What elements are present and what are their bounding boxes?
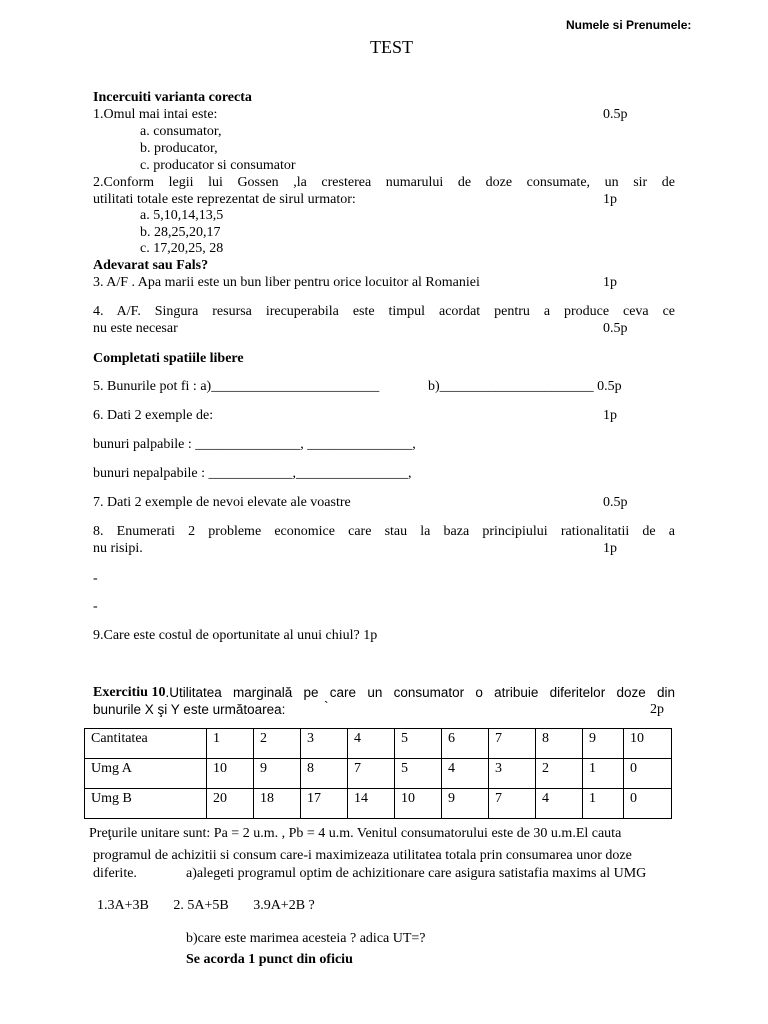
table-row bbox=[85, 759, 672, 789]
table-cell: 4 bbox=[348, 729, 395, 759]
exercise-choices: 1.3A+3B 2. 5A+5B 3.9A+2B ? bbox=[97, 898, 315, 913]
question-3: 3. A/F . Apa marii este un bun liber pentru orice locuitor al Romaniei bbox=[93, 275, 480, 290]
program-line: programul de achizitii si consum care-i maximizeaza utilitatea totala prin consumarea unor doze bbox=[93, 848, 632, 863]
table-cell: 1 bbox=[583, 789, 624, 819]
question-9: 9.Care este costul de oportunitate al unui chiul? 1p bbox=[93, 628, 378, 643]
question-6-points: 1p bbox=[603, 408, 617, 423]
table-cell: 20 bbox=[207, 789, 254, 819]
question-2-points: 1p bbox=[603, 192, 617, 207]
section-heading-true-false: Adevarat sau Fals? bbox=[93, 258, 209, 273]
question-1-points: 0.5p bbox=[603, 107, 628, 122]
q2-option-a: a. 5,10,14,13,5 bbox=[140, 208, 224, 223]
question-2-line2: utilitati totale este reprezentat de sirul urmator: bbox=[93, 192, 356, 207]
section-heading-circle: Incercuiti varianta corecta bbox=[93, 90, 252, 105]
question-7: 7. Dati 2 exemple de nevoi elevate ale voastre bbox=[93, 495, 351, 510]
table-cell: 5 bbox=[395, 759, 442, 789]
table-cell: 7 bbox=[489, 789, 536, 819]
question-2-line1: 2.Conform legii lui Gossen ,la cresterea numarului de doze consumate, un sir de bbox=[93, 175, 675, 190]
q1-option-a: a. consumator, bbox=[140, 124, 222, 139]
question-8-points: 1p bbox=[603, 541, 617, 556]
table-cell: 0 bbox=[624, 789, 672, 819]
exercise-points: 2p bbox=[650, 702, 664, 717]
table-cell: 1 bbox=[583, 759, 624, 789]
prices-line: Preţurile unitare sunt: Pa = 2 u.m. , Pb = 4 u.m. Venitul consumatorului este de 30 u.m.El cauta bbox=[89, 826, 622, 841]
table-cell: 9 bbox=[583, 729, 624, 759]
q6-nepalpabile: bunuri nepalpabile : ____________,________________, bbox=[93, 466, 412, 481]
exercise-part-a: a)alegeti programul optim de achizitionare care asigura satistafia maxims al UMG bbox=[186, 866, 647, 881]
table-cell: 8 bbox=[301, 759, 348, 789]
table-cell: 4 bbox=[442, 759, 489, 789]
q1-option-c: c. producator si consumator bbox=[140, 158, 296, 173]
table-cell: 2 bbox=[254, 729, 301, 759]
table-cell: 0 bbox=[624, 759, 672, 789]
diferite-text: diferite. bbox=[93, 866, 137, 881]
question-4-line2: nu este necesar bbox=[93, 321, 178, 336]
table-cell: 2 bbox=[536, 759, 583, 789]
table-cell: 14 bbox=[348, 789, 395, 819]
table-cell: 18 bbox=[254, 789, 301, 819]
q2-option-c: c. 17,20,25, 28 bbox=[140, 241, 224, 256]
table-cell: 10 bbox=[207, 759, 254, 789]
table-cell: 6 bbox=[442, 729, 489, 759]
table-cell: 1 bbox=[207, 729, 254, 759]
bonus-point-note: Se acorda 1 punct din oficiu bbox=[186, 952, 353, 967]
q1-option-b: b. producator, bbox=[140, 141, 218, 156]
table-cell: 9 bbox=[442, 789, 489, 819]
question-4-points: 0.5p bbox=[603, 321, 628, 336]
table-cell: 7 bbox=[489, 729, 536, 759]
table-cell: 3 bbox=[301, 729, 348, 759]
question-1: 1.Omul mai intai este: bbox=[93, 107, 218, 122]
exercise-part-b: b)care este marimea acesteia ? adica UT=? bbox=[186, 931, 426, 946]
table-cell: 10 bbox=[624, 729, 672, 759]
answer-dash-2: - bbox=[93, 599, 98, 614]
table-row-label: Cantitatea bbox=[85, 729, 207, 759]
exercise-intro: .Utilitatea marginală pe care un consumator o atribuie diferitelor doze din bbox=[165, 685, 675, 700]
exercise-label: Exercitiu 10 bbox=[93, 685, 166, 700]
table-row bbox=[85, 729, 672, 759]
question-8-line2: nu risipi. bbox=[93, 541, 143, 556]
table-cell: 5 bbox=[395, 729, 442, 759]
table-cell: 7 bbox=[348, 759, 395, 789]
question-7-points: 0.5p bbox=[603, 495, 628, 510]
name-label: Numele si Prenumele: bbox=[566, 18, 692, 32]
section-heading-fill-blanks: Completati spatiile libere bbox=[93, 351, 244, 366]
q2-option-b: b. 28,25,20,17 bbox=[140, 225, 221, 240]
table-row-label: Umg A bbox=[85, 759, 207, 789]
marginal-utility-table bbox=[84, 728, 672, 819]
table-row bbox=[85, 789, 672, 819]
exercise-backtick: ` bbox=[324, 699, 329, 714]
q6-palpabile: bunuri palpabile : _______________, _______________, bbox=[93, 437, 416, 452]
answer-dash-1: - bbox=[93, 571, 98, 586]
question-3-points: 1p bbox=[603, 275, 617, 290]
exercise-line1 bbox=[93, 684, 675, 701]
exercise-line2: bunurile X şi Y este următoarea: bbox=[93, 702, 286, 717]
table-row-label: Umg B bbox=[85, 789, 207, 819]
table-cell: 3 bbox=[489, 759, 536, 789]
table-cell: 8 bbox=[536, 729, 583, 759]
table-cell: 4 bbox=[536, 789, 583, 819]
table-cell: 9 bbox=[254, 759, 301, 789]
question-5-b: b)______________________ 0.5p bbox=[428, 379, 622, 394]
table-cell: 10 bbox=[395, 789, 442, 819]
question-8-line1: 8. Enumerati 2 probleme economice care stau la baza principiului rationalitatii de a bbox=[93, 524, 675, 539]
question-4-line1: 4. A/F. Singura resursa irecuperabila este timpul acordat pentru a produce ceva ce bbox=[93, 304, 675, 319]
question-5-a: 5. Bunurile pot fi : a)________________________ bbox=[93, 379, 380, 394]
question-6: 6. Dati 2 exemple de: bbox=[93, 408, 214, 423]
page-title: TEST bbox=[370, 37, 413, 57]
table-cell: 17 bbox=[301, 789, 348, 819]
